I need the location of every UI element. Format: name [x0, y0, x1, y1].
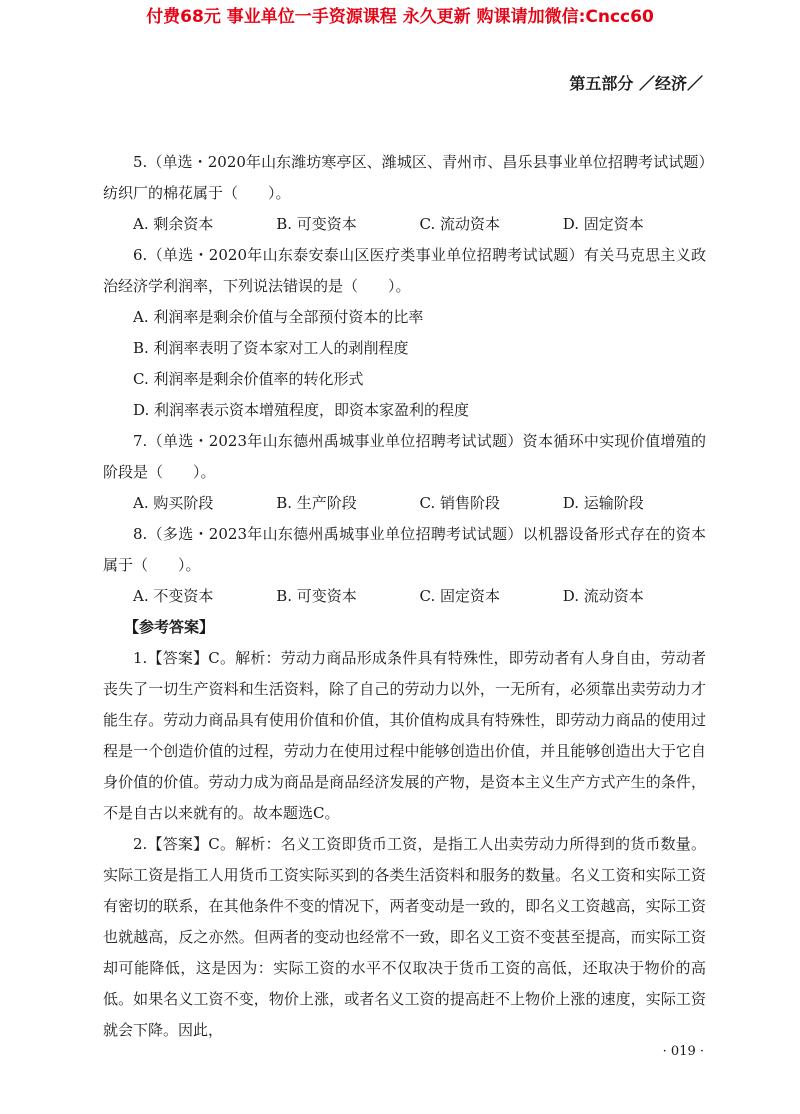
- question-8-options: [103, 581, 706, 612]
- option-b: B. 利润率表明了资本家对工人的剥削程度: [133, 339, 409, 357]
- question-7-stem: 7.（单选・2023年山东德州禹城事业单位招聘考试试题）资本循环中实现价值增殖的阶段是（ ）。: [103, 432, 706, 481]
- option-c: C. 流动资本: [419, 215, 500, 233]
- question-6-stem: 6.（单选・2020年山东泰安泰山区医疗类事业单位招聘考试试题）有关马克思主义政治经济学利润率，下列说法错误的是（ ）。: [103, 246, 706, 295]
- option-a: A. 购买阶段: [133, 494, 214, 512]
- option-a: A. 利润率是剩余价值与全部预付资本的比率: [133, 308, 424, 326]
- option-d: D. 运输阶段: [562, 494, 644, 512]
- option-b: B. 生产阶段: [276, 494, 357, 512]
- page-content: [103, 147, 706, 1046]
- promo-banner: 付费68元 事业单位一手资源课程 永久更新 购课请加微信:Cncc60: [146, 7, 654, 27]
- question-5-stem: 5.（单选・2020年山东潍坊寒亭区、潍城区、青州市、昌乐县事业单位招聘考试试题）纺织厂的棉花属于（ ）。: [103, 153, 706, 202]
- answer-1: 1.【答案】C。解析：劳动力商品形成条件具有特殊性，即劳动者有人身自由，劳动者丧失了一切生产资料和生活资料，除了自己的劳动力以外，一无所有，必须靠出卖劳动力才能生存。劳动力商品具有使用价值和价值，其价值构成具有特殊性，即劳动力商品的使用过程是一个创造价值的过程，劳动力在使用过程中能够创造出价值，并且能够创造出大于它自身价值的价值。劳动力成为商品是商品经济发展的产物，是资本主义生产方式产生的条件，不是自古以来就有的。故本题选C。: [103, 649, 706, 822]
- section-title: 第五部分 ／经济／: [569, 74, 703, 93]
- option-c: C. 利润率是剩余价值率的转化形式: [133, 370, 364, 388]
- option-a: A. 剩余资本: [133, 215, 214, 233]
- option-d: D. 利润率表示资本增殖程度，即资本家盈利的程度: [133, 401, 470, 419]
- option-a: A. 不变资本: [133, 587, 214, 605]
- page-number: · 019 ·: [662, 1044, 704, 1059]
- question-7-options: [103, 488, 706, 519]
- option-d: D. 流动资本: [562, 587, 644, 605]
- answer-2: 2.【答案】C。解析：名义工资即货币工资，是指工人出卖劳动力所得到的货币数量。实际工资是指工人用货币工资实际买到的各类生活资料和服务的数量。名义工资和实际工资有密切的联系，在其他条件不变的情况下，两者变动是一致的，即名义工资越高，实际工资也就越高，反之亦然。但两者的变动也经常不一致，即名义工资不变甚至提高，而实际工资却可能降低，这是因为：实际工资的水平不仅取决于货币工资的高低，还取决于物价的高低。如果名义工资不变，物价上涨，或者名义工资的提高赶不上物价上涨的速度，实际工资就会下降。因此，: [103, 835, 706, 1039]
- answers-heading: 【参考答案】: [124, 618, 215, 636]
- option-b: B. 可变资本: [276, 215, 357, 233]
- option-c: C. 固定资本: [419, 587, 500, 605]
- question-5-options: [103, 209, 706, 240]
- option-c: C. 销售阶段: [419, 494, 500, 512]
- option-b: B. 可变资本: [276, 587, 357, 605]
- question-8-stem: 8.（多选・2023年山东德州禹城事业单位招聘考试试题）以机器设备形式存在的资本属于（ ）。: [103, 525, 706, 574]
- option-d: D. 固定资本: [562, 215, 644, 233]
